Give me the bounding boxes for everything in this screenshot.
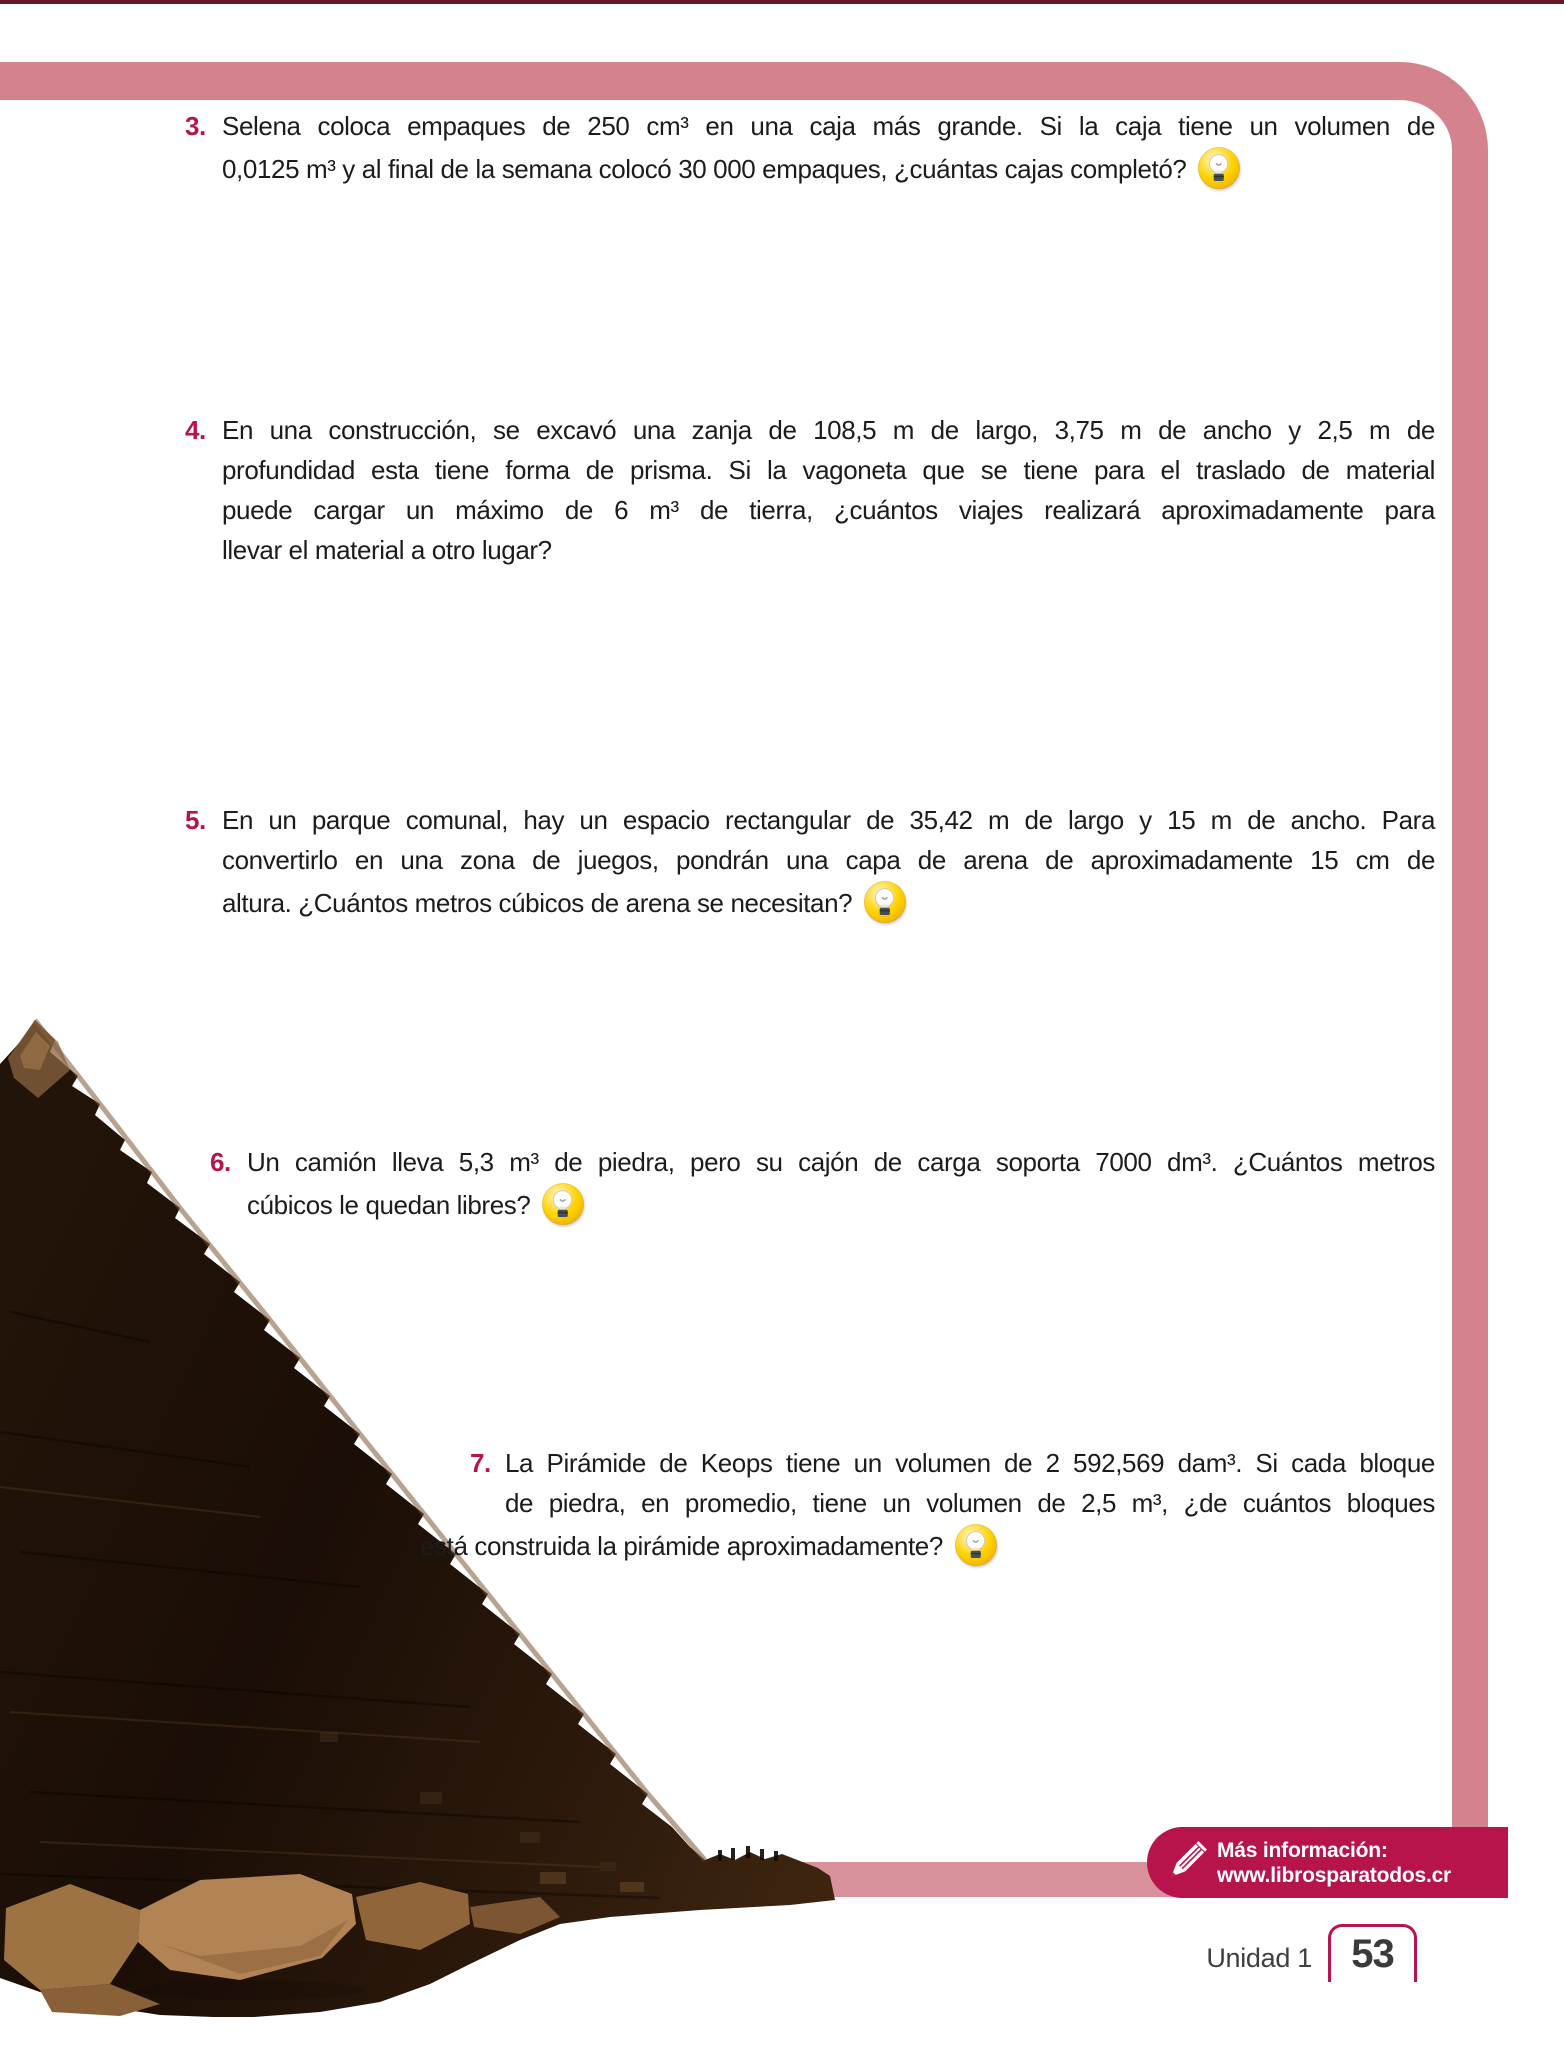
problem-line: 0,0125 m³ y al final de la semana colocó 30 000 empaques, ¿cuántas cajas completó? <box>222 146 1435 192</box>
problem-item-6 <box>210 1142 1435 1228</box>
problem-item-3 <box>185 106 1435 192</box>
problem-number: 4. <box>185 415 206 445</box>
page-number-box <box>1328 1924 1417 1982</box>
problem-number: 5. <box>185 805 206 835</box>
problem-number: 7. <box>470 1448 491 1478</box>
problem-line: convertirlo en una zona de juegos, pondrán una capa de arena de aproximadamente 15 cm de <box>222 845 1435 875</box>
more-info-badge <box>1147 1827 1508 1898</box>
pencil-icon <box>1159 1837 1211 1889</box>
problem-number: 3. <box>185 111 206 141</box>
problem-line: está construida la pirámide aproximadamente? <box>420 1523 1435 1569</box>
problem-line: puede cargar un máximo de 6 m³ de tierra, ¿cuántos viajes realizará aproximadamente para <box>222 495 1435 525</box>
hint-lightbulb-icon <box>1196 146 1242 192</box>
hint-lightbulb-icon <box>540 1182 586 1228</box>
problem-item-4 <box>185 410 1435 570</box>
problem-line: La Pirámide de Keops tiene un volumen de 2 592,569 dam³. Si cada bloque <box>505 1448 1435 1478</box>
more-info-label: Más información: <box>1217 1838 1388 1862</box>
page-number: 53 <box>1351 1932 1394 1976</box>
problem-line: profundidad esta tiene forma de prisma. Si la vagoneta que se tiene para el traslado de material <box>222 455 1435 485</box>
top-edge-strip <box>0 0 1564 4</box>
problem-line: de piedra, en promedio, tiene un volumen de 2,5 m³, ¿de cuántos bloques <box>505 1488 1435 1518</box>
more-info-url: www.librosparatodos.cr <box>1217 1863 1452 1887</box>
problem-item-7 <box>420 1443 1435 1569</box>
problem-line: En un parque comunal, hay un espacio rectangular de 35,42 m de largo y 15 m de ancho. Para <box>222 805 1435 835</box>
hint-lightbulb-icon <box>953 1523 999 1569</box>
hint-lightbulb-icon <box>862 880 908 926</box>
unit-label: Unidad 1 <box>1206 1943 1312 1973</box>
problem-line: Un camión lleva 5,3 m³ de piedra, pero su cajón de carga soporta 7000 dm³. ¿Cuántos metros <box>247 1147 1435 1177</box>
problem-line: altura. ¿Cuántos metros cúbicos de arena se necesitan? <box>222 880 1435 926</box>
problem-line: Selena coloca empaques de 250 cm³ en una caja más grande. Si la caja tiene un volumen de <box>222 111 1435 141</box>
problem-line: llevar el material a otro lugar? <box>222 535 552 565</box>
problem-line: En una construcción, se excavó una zanja de 108,5 m de largo, 3,75 m de ancho y 2,5 m de <box>222 415 1435 445</box>
problem-number: 6. <box>210 1147 231 1177</box>
problem-item-5 <box>185 800 1435 926</box>
problem-line: cúbicos le quedan libres? <box>247 1182 1435 1228</box>
